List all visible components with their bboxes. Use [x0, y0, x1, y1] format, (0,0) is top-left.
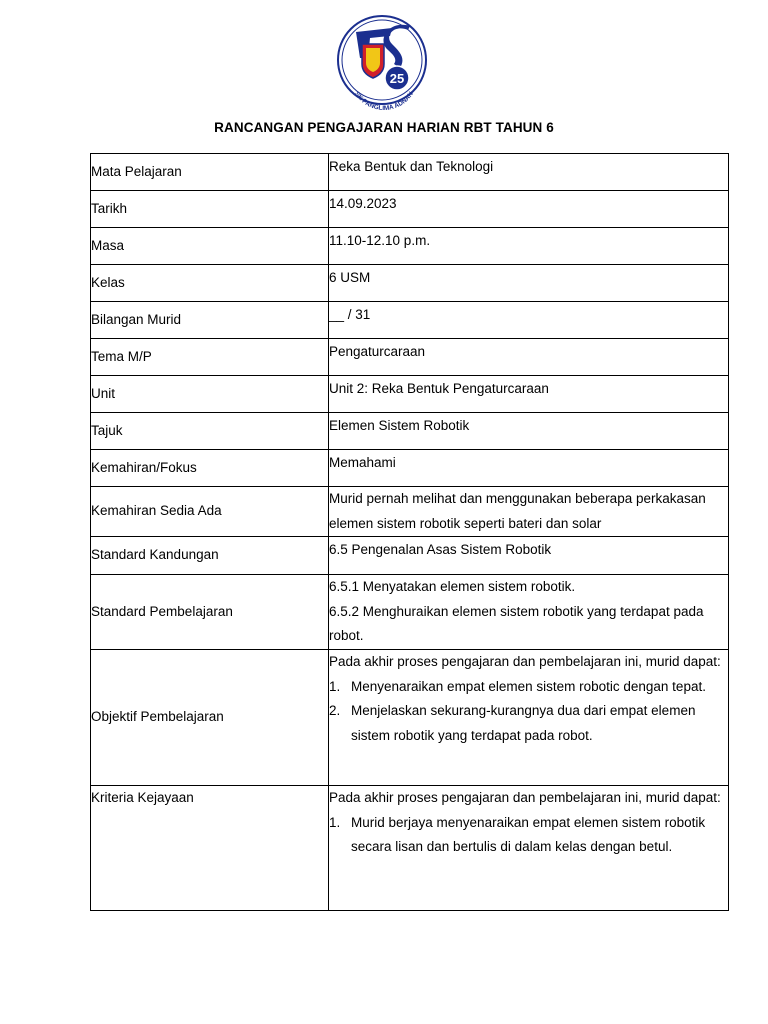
- logo-arc-textpath: SK PANGLIMA ADNAN: [353, 90, 415, 110]
- value-objektif: [329, 650, 729, 786]
- list-item: [329, 675, 728, 700]
- logo-shield-inner: [366, 48, 380, 72]
- value-unit: Unit 2: Reka Bentuk Pengaturcaraan: [329, 376, 729, 413]
- list-item-number: 1.: [329, 678, 341, 694]
- kriteria-intro: Pada akhir proses pengajaran dan pembelajaran ini, murid dapat:: [329, 790, 721, 805]
- list-item-text: Menyenaraikan empat elemen sistem robotic dengan tepat.: [351, 678, 706, 694]
- objektif-list: [329, 675, 728, 749]
- value-bilangan-murid: __ / 31: [329, 302, 729, 339]
- table-row: [91, 575, 729, 650]
- objektif-intro: Pada akhir proses pengajaran dan pembelajaran ini, murid dapat:: [329, 654, 721, 669]
- table-row: [91, 537, 729, 575]
- value-kemahiran-sedia-ada: Murid pernah melihat dan menggunakan beberapa perkakasan elemen sistem robotik seperti bateri dan solar: [329, 487, 729, 537]
- table-row: [91, 154, 729, 191]
- table-row: [91, 191, 729, 228]
- label-tarikh: Tarikh: [91, 191, 329, 228]
- list-item-text: Murid berjaya menyenaraikan empat elemen sistem robotik secara lisan dan bertulis di dalam kelas dengan betul.: [351, 814, 706, 854]
- label-kemahiran-sedia-ada: Kemahiran Sedia Ada: [91, 487, 329, 537]
- kriteria-list: [329, 811, 728, 860]
- value-tema: Pengaturcaraan: [329, 339, 729, 376]
- list-item-number: 2.: [329, 703, 341, 718]
- label-tema: Tema M/P: [91, 339, 329, 376]
- value-tarikh: 14.09.2023: [329, 191, 729, 228]
- label-kemahiran-fokus: Kemahiran/Fokus: [91, 450, 329, 487]
- table-row: [91, 339, 729, 376]
- document-title: RANCANGAN PENGAJARAN HARIAN RBT TAHUN 6: [214, 120, 554, 135]
- list-item-number: 1.: [329, 814, 341, 830]
- value-kemahiran-fokus: Memahami: [329, 450, 729, 487]
- value-standard-pembelajaran: [329, 575, 729, 650]
- school-logo: [334, 14, 430, 110]
- table-row: [91, 413, 729, 450]
- table-row: [91, 376, 729, 413]
- table-row: [91, 487, 729, 537]
- label-objektif: Objektif Pembelajaran: [91, 650, 329, 786]
- logo-25-text: 25: [389, 71, 405, 86]
- value-kriteria: [329, 786, 729, 911]
- value-mata-pelajaran: Reka Bentuk dan Teknologi: [329, 154, 729, 191]
- standard-pembelajaran-line: 6.5.1 Menyatakan elemen sistem robotik.: [329, 579, 576, 594]
- label-kelas: Kelas: [91, 265, 329, 302]
- table-row: [91, 228, 729, 265]
- list-item: [329, 811, 728, 860]
- standard-pembelajaran-line: 6.5.2 Menghuraikan elemen sistem robotik yang terdapat pada robot.: [329, 603, 704, 643]
- list-item-text: Menjelaskan sekurang-kurangnya dua dari empat elemen sistem robotik yang terdapat pada robot.: [351, 703, 696, 743]
- list-item: [329, 699, 728, 748]
- label-standard-kandungan: Standard Kandungan: [91, 537, 329, 575]
- label-masa: Masa: [91, 228, 329, 265]
- table-row: [91, 265, 729, 302]
- value-standard-kandungan: 6.5 Pengenalan Asas Sistem Robotik: [329, 537, 729, 575]
- value-kelas: 6 USM: [329, 265, 729, 302]
- table-row: [91, 786, 729, 911]
- label-mata-pelajaran: Mata Pelajaran: [91, 154, 329, 191]
- table-row: [91, 450, 729, 487]
- value-tajuk: Elemen Sistem Robotik: [329, 413, 729, 450]
- label-bilangan-murid: Bilangan Murid: [91, 302, 329, 339]
- label-kriteria: Kriteria Kejayaan: [91, 786, 329, 911]
- label-tajuk: Tajuk: [91, 413, 329, 450]
- label-unit: Unit: [91, 376, 329, 413]
- lesson-plan-table: [90, 153, 729, 911]
- table-row: [91, 650, 729, 786]
- value-masa: 11.10-12.10 p.m.: [329, 228, 729, 265]
- table-row: [91, 302, 729, 339]
- label-standard-pembelajaran: Standard Pembelajaran: [91, 575, 329, 650]
